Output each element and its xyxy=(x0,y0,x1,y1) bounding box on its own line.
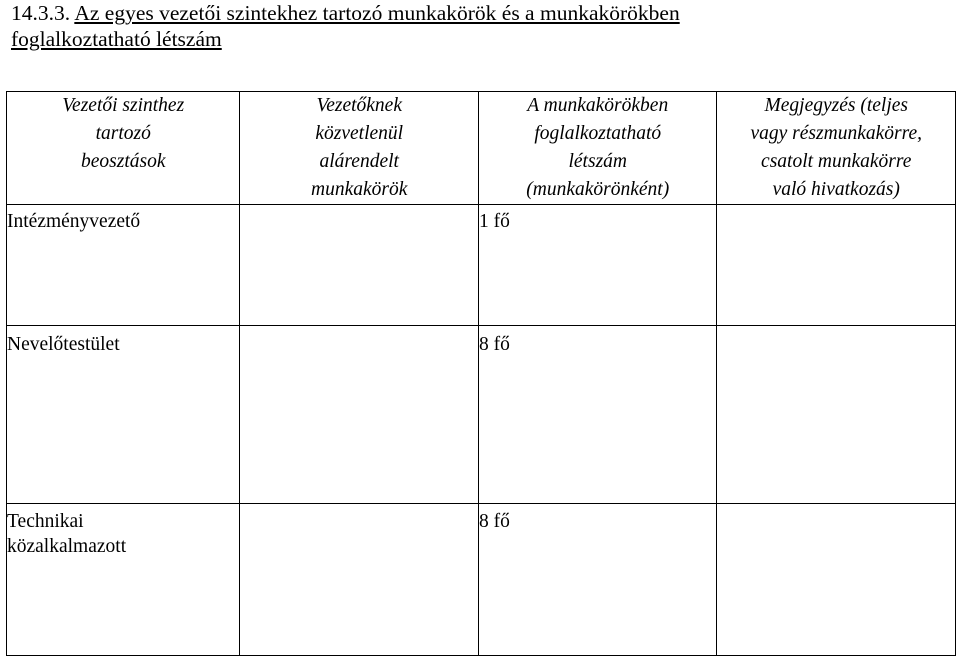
header-line: foglalkoztatható xyxy=(534,123,662,144)
cell-headcount: 8 fő xyxy=(478,504,717,656)
header-headcount xyxy=(478,92,717,205)
table-row xyxy=(7,504,956,656)
table-header-row xyxy=(7,92,956,205)
header-management-level xyxy=(7,92,240,205)
cell-headcount: 1 fő xyxy=(478,205,717,326)
cell-management-level: Nevelőtestület xyxy=(7,326,240,504)
header-line: közvetlenül xyxy=(315,123,404,144)
cell-subordinate-positions xyxy=(240,504,479,656)
header-line: Megjegyzés (teljes xyxy=(764,95,908,116)
section-heading xyxy=(11,0,951,52)
header-note xyxy=(717,92,956,205)
cell-note xyxy=(717,504,956,656)
cell-line: Technikai xyxy=(7,511,84,532)
header-line: alárendelt xyxy=(319,151,399,172)
cell-headcount: 8 fő xyxy=(478,326,717,504)
cell-subordinate-positions xyxy=(240,326,479,504)
header-line: beosztások xyxy=(80,151,166,172)
header-line: vagy részmunkakörre, xyxy=(750,123,922,144)
cell-note xyxy=(717,205,956,326)
section-number: 14.3.3. xyxy=(11,1,71,25)
cell-management-level: Intézményvezető xyxy=(7,205,240,326)
header-line: létszám xyxy=(568,151,627,172)
staffing-table xyxy=(6,91,956,656)
cell-subordinate-positions xyxy=(240,205,479,326)
section-title-part-2: foglalkoztatható létszám xyxy=(11,27,222,51)
cell-line: közalkalmazott xyxy=(7,536,127,557)
cell-note xyxy=(717,326,956,504)
header-line: (munkakörönként) xyxy=(526,179,670,200)
section-title-part-1: Az egyes vezetői szintekhez tartozó munkakörök és a munkakörökben xyxy=(74,1,680,25)
header-line: való hivatkozás) xyxy=(772,179,900,200)
header-line: munkakörök xyxy=(311,179,408,200)
table-row xyxy=(7,326,956,504)
header-line: Vezetőknek xyxy=(316,95,402,116)
header-line: Vezetői szinthez xyxy=(62,95,185,116)
section-heading-line-1 xyxy=(11,0,951,26)
header-line: csatolt munkakörre xyxy=(761,151,912,172)
table-row xyxy=(7,205,956,326)
header-line: A munkakörökben xyxy=(527,95,669,116)
cell-management-level xyxy=(7,504,240,656)
header-subordinate-positions xyxy=(240,92,479,205)
header-line: tartozó xyxy=(95,123,151,144)
